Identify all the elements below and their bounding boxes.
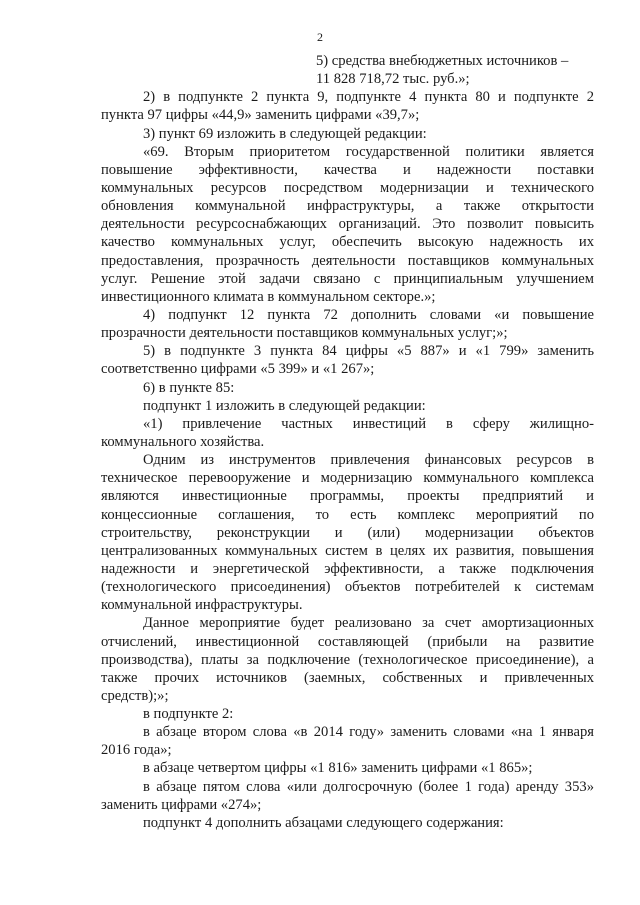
text-line: строительству, реконструкции и (или) модернизации объектов: [101, 524, 594, 541]
text-line: Одним из инструментов привлечения финансовых ресурсов в: [143, 452, 594, 469]
text-line: коммунальных ресурсов посредством модернизации и технического: [101, 179, 594, 196]
text-line: Данное мероприятие будет реализовано за счет амортизационных: [143, 615, 594, 632]
text-line: надежности и энергетической эффективности, а также подключения: [101, 560, 594, 577]
text-line: концессионные соглашения, то есть комплекс мероприятий по: [101, 506, 594, 523]
text-line: обновления коммунальной инфраструктуры, а также открытости: [101, 198, 594, 215]
page-number: 2: [317, 30, 323, 44]
text-line: средств);»;: [101, 687, 169, 704]
text-line: централизованных коммунальных систем в целях их развития, повышения: [101, 542, 594, 559]
text-line: 2016 года»;: [101, 742, 172, 759]
text-line: 3) пункт 69 изложить в следующей редакции:: [143, 125, 427, 142]
text-line: (технологического присоединения) объектов потребителей к системам: [101, 579, 594, 596]
text-line: коммунальной инфраструктуры.: [101, 597, 303, 614]
text-line: прозрачности деятельности поставщиков коммунальных услуг;»;: [101, 325, 508, 342]
document-text: [101, 52, 594, 832]
text-line: также прочих источников (заемных, собственных и привлеченных: [101, 669, 594, 686]
text-line: подпункт 4 дополнить абзацами следующего содержания:: [143, 814, 504, 831]
text-line: отчислений, инвестиционной составляющей (прибыли на развитие: [101, 633, 594, 650]
text-line: являются инвестиционные программы, проекты предприятий и: [101, 488, 594, 505]
text-line: инвестиционного климата в коммунальном секторе.»;: [101, 288, 436, 305]
text-line: повышение эффективности, качества и надежности поставки: [101, 161, 594, 178]
text-line: в абзаце втором слова «в 2014 году» заменить словами «на 1 января: [143, 724, 594, 741]
text-line: коммунального хозяйства.: [101, 433, 265, 450]
text-line: 6) в пункте 85:: [143, 379, 235, 396]
text-line: качество коммунальных услуг, обеспечить высокую надежность их: [101, 234, 594, 251]
text-line: в абзаце четвертом цифры «1 816» заменить цифрами «1 865»;: [143, 760, 533, 777]
text-line: заменить цифрами «274»;: [101, 796, 262, 813]
text-line: предоставления, прозрачность деятельности поставщиков коммунальных: [101, 252, 594, 269]
text-line: пункта 97 цифры «44,9» заменить цифрами «39,7»;: [101, 107, 420, 124]
text-line: производства), платы за подключение (технологическое присоединение), а: [101, 651, 594, 668]
text-line: «1) привлечение частных инвестиций в сферу жилищно-: [143, 415, 594, 432]
text-line: деятельности ресурсоснабжающих организаций. Это позволит повысить: [101, 216, 594, 233]
text-line: в подпункте 2:: [143, 706, 234, 723]
text-line: в абзаце пятом слова «или долгосрочную (более 1 года) аренду 353»: [143, 778, 594, 795]
text-line: услуг. Решение этой задачи связано с принципиальным улучшением: [101, 270, 594, 287]
text-line: техническое перевооружение и модернизацию коммунального комплекса: [101, 470, 594, 487]
text-line: «69. Вторым приоритетом государственной политики является: [143, 143, 594, 160]
text-line: 5) средства внебюджетных источников –: [316, 53, 569, 69]
text-line: 2) в подпункте 2 пункта 9, подпункте 4 пункта 80 и подпункте 2: [143, 89, 594, 106]
text-line: 11 828 718,72 тыс. руб.»;: [316, 71, 470, 88]
text-line: 4) подпункт 12 пункта 72 дополнить словами «и повышение: [143, 306, 594, 323]
text-line: 5) в подпункте 3 пункта 84 цифры «5 887» и «1 799» заменить: [143, 343, 594, 360]
text-line: подпункт 1 изложить в следующей редакции:: [143, 397, 426, 414]
text-line: соответственно цифрами «5 399» и «1 267»;: [101, 361, 375, 378]
